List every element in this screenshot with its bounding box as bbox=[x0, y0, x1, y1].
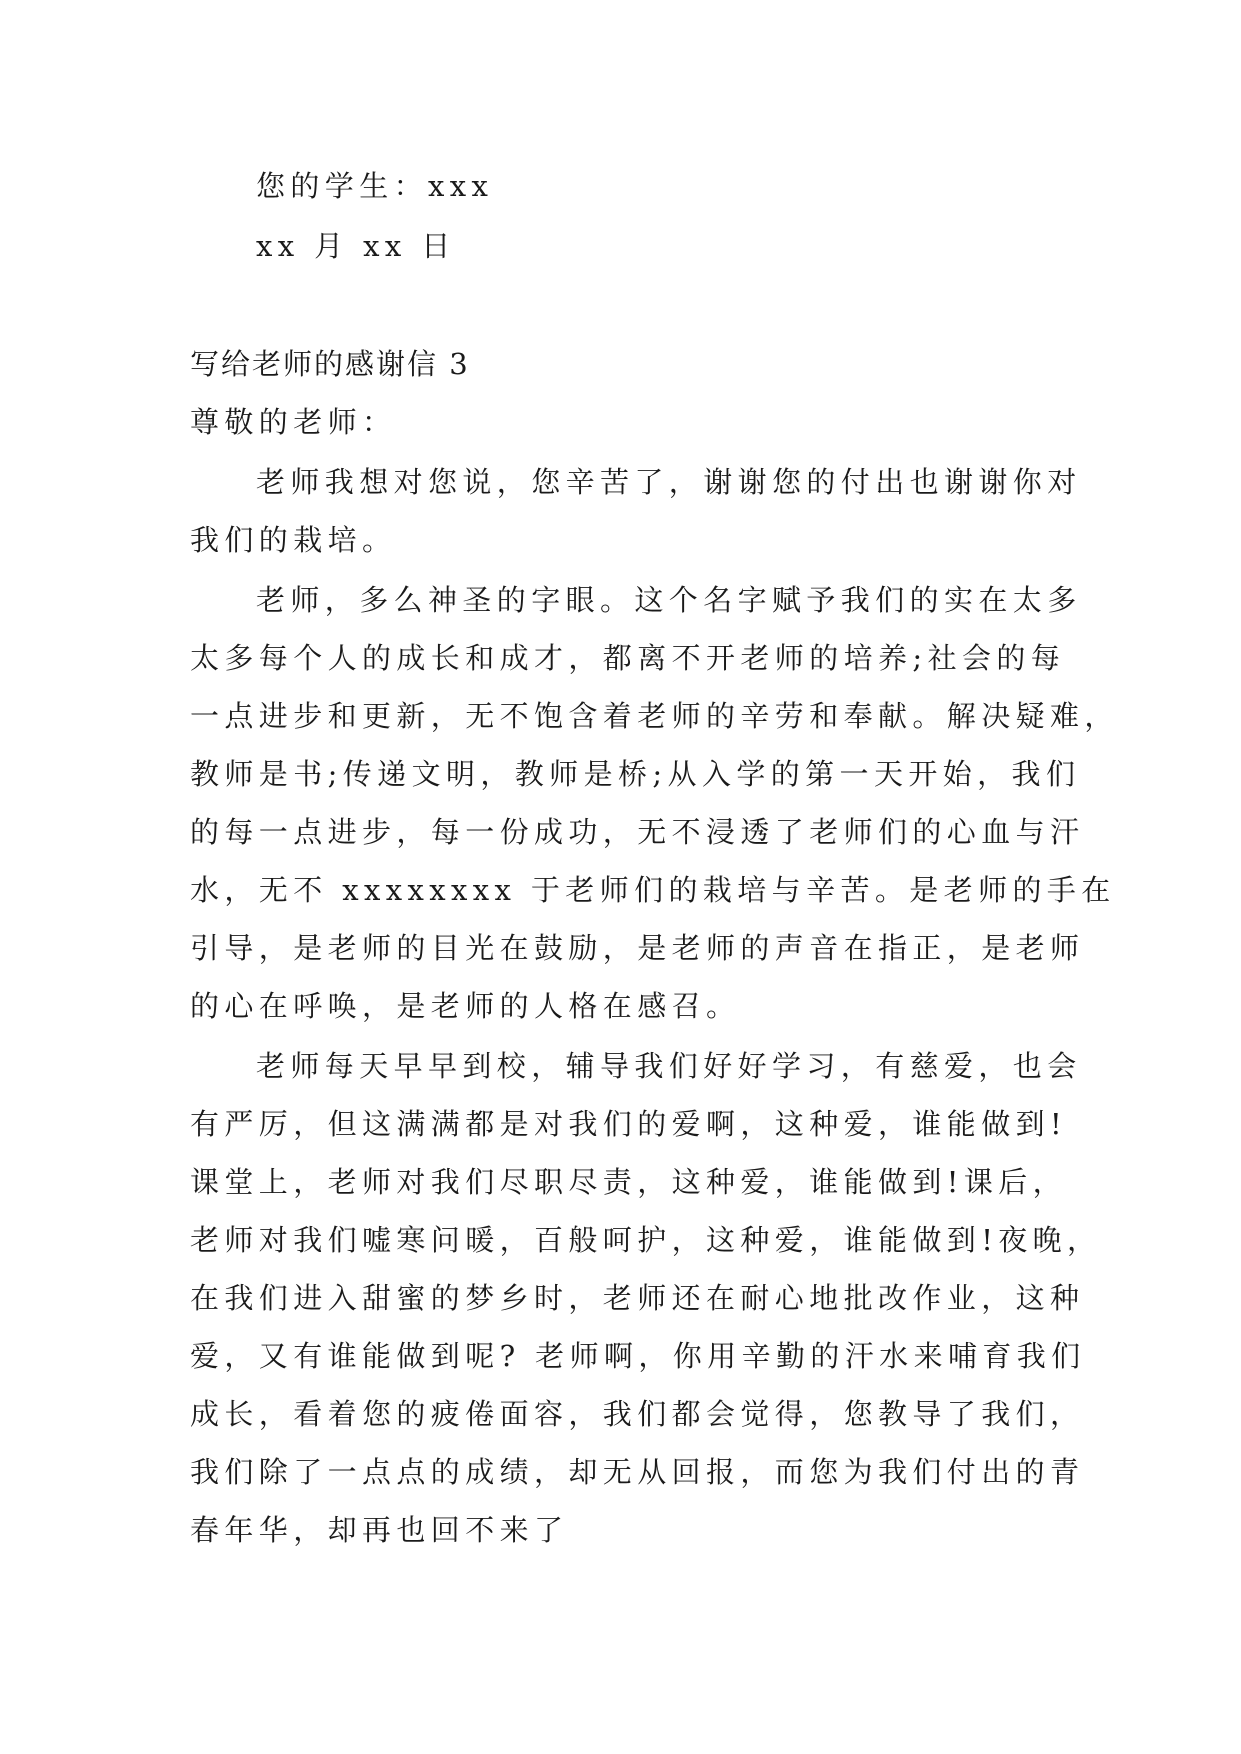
paragraph-3-line-8: 我们除了一点点的成绩，却无从回报，而您为我们付出的青 bbox=[190, 1455, 1085, 1489]
paragraph-1-line-2: 我们的栽培。 bbox=[190, 523, 397, 557]
paragraph-3-line-2: 有严厉，但这满满都是对我们的爱啊，这种爱，谁能做到! bbox=[190, 1107, 1068, 1141]
paragraph-3-line-3: 课堂上，老师对我们尽职尽责，这种爱，谁能做到!课后， bbox=[190, 1165, 1068, 1199]
paragraph-3-line-4: 老师对我们嘘寒问暖，百般呵护，这种爱，谁能做到!夜晚， bbox=[190, 1223, 1102, 1257]
paragraph-2-line-3: 一点进步和更新，无不饱含着老师的辛劳和奉献。解决疑难， bbox=[190, 699, 1119, 733]
paragraph-3-line-5: 在我们进入甜蜜的梦乡时，老师还在耐心地批改作业，这种 bbox=[190, 1281, 1085, 1315]
paragraph-2-line-2: 太多每个人的成长和成才，都离不开老师的培养;社会的每 bbox=[190, 641, 1066, 675]
paragraph-2-line-5: 的每一点进步，每一份成功，无不浸透了老师们的心血与汗 bbox=[190, 815, 1085, 849]
paragraph-2-line-1: 老师，多么神圣的字眼。这个名字赋予我们的实在太多 bbox=[256, 583, 1082, 617]
signature-student: 您的学生：xxx bbox=[256, 169, 494, 203]
paragraph-3-line-6: 爱，又有谁能做到呢? 老师啊，你用辛勤的汗水来哺育我们 bbox=[190, 1339, 1086, 1373]
paragraph-2-line-8: 的心在呼唤，是老师的人格在感召。 bbox=[190, 989, 741, 1023]
paragraph-3-line-1: 老师每天早早到校，辅导我们好好学习，有慈爱，也会 bbox=[256, 1049, 1082, 1083]
paragraph-3-line-9: 春年华，却再也回不来了 bbox=[190, 1513, 569, 1547]
paragraph-1-line-1: 老师我想对您说，您辛苦了，谢谢您的付出也谢谢你对 bbox=[256, 465, 1082, 499]
letter-salutation: 尊敬的老师： bbox=[190, 405, 397, 439]
letter-title: 写给老师的感谢信 3 bbox=[190, 347, 470, 381]
paragraph-2-line-7: 引导，是老师的目光在鼓励，是老师的声音在指正，是老师 bbox=[190, 931, 1085, 965]
signature-date: xx 月 xx 日 bbox=[256, 229, 456, 263]
paragraph-2-line-4: 教师是书;传递文明，教师是桥;从入学的第一天开始，我们 bbox=[190, 757, 1081, 791]
paragraph-2-line-6: 水，无不 xxxxxxxx 于老师们的栽培与辛苦。是老师的手在 bbox=[190, 873, 1116, 907]
paragraph-3-line-7: 成长，看着您的疲倦面容，我们都会觉得，您教导了我们， bbox=[190, 1397, 1085, 1431]
